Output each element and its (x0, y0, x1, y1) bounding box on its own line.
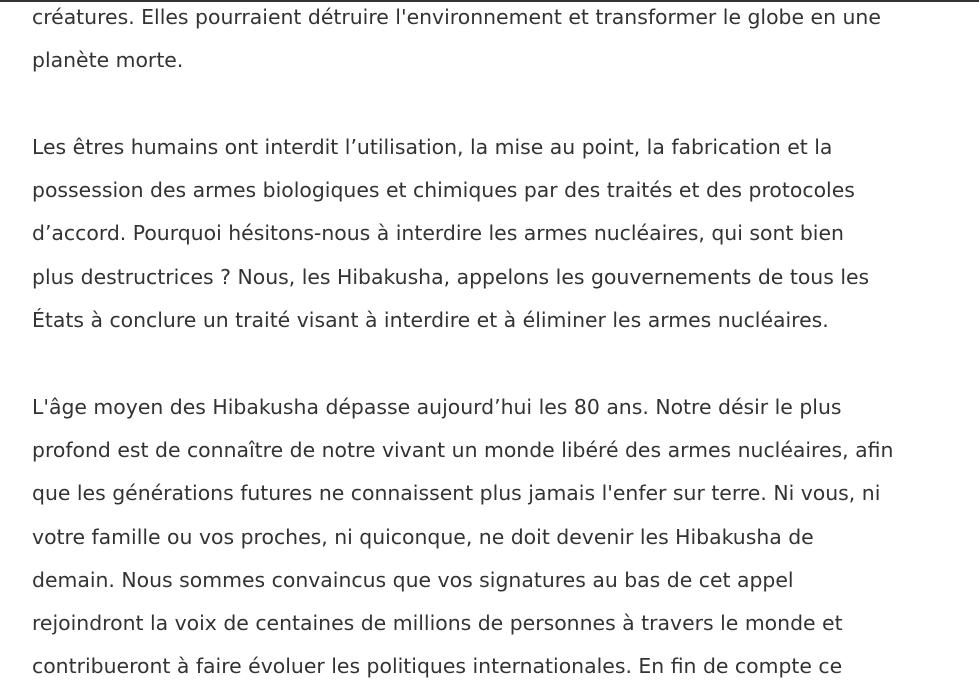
text-line: États à conclure un traité visant à interdire et à éliminer les armes nucléaires. (32, 308, 829, 333)
text-line: possession des armes biologiques et chimiques par des traités et des protocoles (32, 178, 855, 203)
text-line: créatures. Elles pourraient détruire l'environnement et transformer le globe en une (32, 5, 881, 29)
text-line: que les générations futures ne connaissent plus jamais l'enfer sur terre. Ni vous, ni (32, 481, 881, 506)
paragraph-2 (32, 126, 947, 342)
text-line: planète morte. (32, 48, 184, 73)
text-line: rejoindront la voix de centaines de millions de personnes à travers le monde et (32, 611, 843, 636)
text-line: d’accord. Pourquoi hésitons-nous à interdire les armes nucléaires, qui sont bien (32, 221, 844, 246)
text-line: Les êtres humains ont interdit l’utilisation, la mise au point, la fabrication et la (32, 134, 833, 159)
text-line: L'âge moyen des Hibakusha dépasse aujourd’hui les 80 ans. Notre désir le plus (32, 394, 842, 419)
paragraph-3 (32, 386, 947, 687)
text-line: profond est de connaître de notre vivant un monde libéré des armes nucléaires, afin (32, 437, 894, 462)
paragraph-gap (32, 342, 947, 385)
paragraph-gap (32, 83, 947, 126)
text-line: votre famille ou vos proches, ni quiconque, ne doit devenir les Hibakusha de (32, 524, 814, 549)
text-line: plus destructrices ? Nous, les Hibakusha, appelons les gouvernements de tous les (32, 264, 870, 289)
document-body (32, 0, 947, 687)
text-line: contribueront à faire évoluer les politiques internationales. En fin de compte ce (32, 654, 843, 679)
paragraph-1 (32, 0, 947, 83)
text-line: demain. Nous sommes convaincus que vos signatures au bas de cet appel (32, 567, 794, 592)
